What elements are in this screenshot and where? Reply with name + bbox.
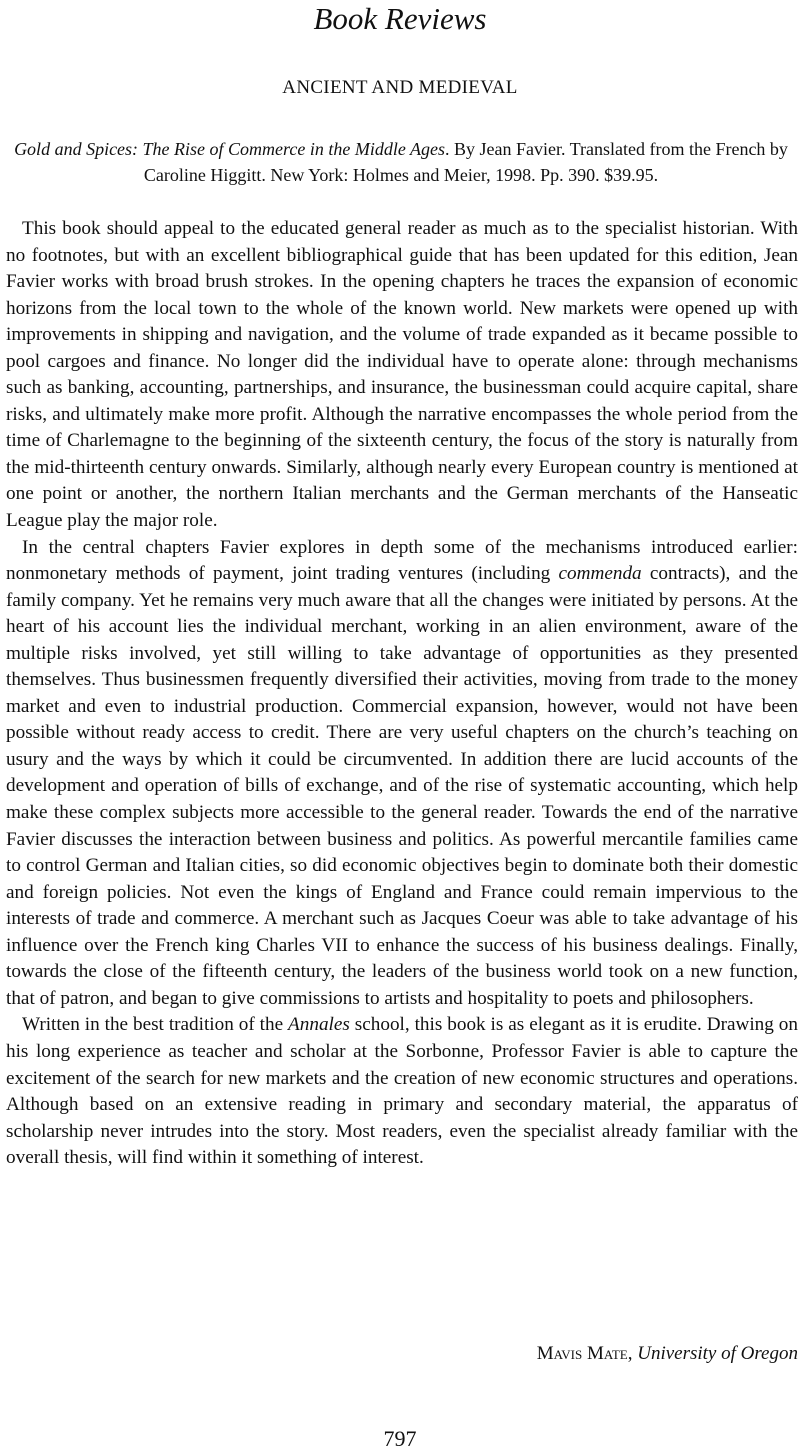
book-citation: [6, 136, 796, 188]
italic-term-annales: Annales: [288, 1014, 350, 1036]
review-body: [6, 216, 798, 1172]
reviewer-name: Mavis Mate: [536, 1343, 628, 1364]
journal-section-title: Book Reviews: [313, 1, 487, 36]
book-title: Gold and Spices: The Rise of Commerce in the Middle Ages: [14, 139, 445, 159]
page-number: 797: [383, 1426, 417, 1451]
section-heading: ANCIENT AND MEDIEVAL: [282, 77, 518, 98]
paragraph-3-start: Written in the best tradition of the: [22, 1014, 289, 1036]
paragraph-3: [6, 1012, 798, 1171]
reviewer-signature: Mavis Mate, University of Oregon: [536, 1343, 798, 1364]
paragraph-2: [6, 535, 798, 1013]
italic-term-commenda: commenda: [558, 563, 642, 585]
reviewer-affiliation: University of Oregon: [637, 1343, 798, 1364]
paragraph-3-rest: school, this book is as elegant as it is erudite. Drawing on his long experience as teacher and scholar at the Sorbonne, Professor Favier is able to capture the excitement of the search for new markets and the creation of new economic structures and operations. Although based on an extensive reading in primary and secondary material, the apparatus of scholarship never intrudes into the story. Most readers, even the specialist already familiar with the overall thesis, will find within it something of interest.: [6, 1014, 798, 1169]
paragraph-2-rest: contracts), and the family company. Yet he remains very much aware that all the changes were initiated by persons. At the heart of his account lies the individual merchant, working in an alien environment, aware of the multiple risks involved, yet still willing to take advantage of opportunities as they presented themselves. Thus businessmen frequently diversified their activities, moving from trade to the money market and even to industrial production. Commercial expansion, however, would not have been possible without ready access to credit. There are very useful chapters on the church’s teaching on usury and the ways by which it could be circumvented. In addition there are lucid accounts of the development and operation of bills of exchange, and of the rise of systematic accounting, which help make these complex subjects more accessible to the general reader. Towards the end of the narrative Favier discusses the interaction between business and politics. As powerful mercantile families came to control German and Italian cities, so did economic objectives begin to dominate both their domestic and foreign policies. Not even the kings of England and France could remain impervious to the interests of trade and commerce. A merchant such as Jacques Coeur was able to take advantage of his influence over the French king Charles VII to enhance the success of his business dealings. Finally, towards the close of the fifteenth century, the leaders of the business world took on a new function, that of patron, and began to give commissions to artists and hospitality to poets and philosophers.: [6, 563, 798, 1009]
paragraph-1: This book should appeal to the educated general reader as much as to the specialist historian. With no footnotes, but with an excellent bibliographical guide that has been updated for this edition, Jean Favier works with broad brush strokes. In the opening chapters he traces the expansion of economic horizons from the local town to the whole of the known world. New markets were opened up with improvements in shipping and navigation, and the volume of trade expanded as it became possible to pool cargoes and finance. No longer did the individual have to operate alone: through mechanisms such as banking, accounting, partnerships, and insurance, the businessman could acquire capital, share risks, and ultimately make more profit. Although the narrative encompasses the whole period from the time of Charlemagne to the beginning of the sixteenth century, the focus of the story is naturally from the mid-thirteenth century onwards. Similarly, although nearly every European country is mentioned at one point or another, the northern Italian merchants and the German merchants of the Hanseatic League play the major role.: [6, 218, 798, 532]
paragraph-2-start: In the central chapters Favier explores in depth some of the mechanisms introduced earlier: nonmonetary methods of payment, joint trading ventures (including: [6, 536, 798, 585]
citation-details: . By Jean Favier. Translated from the French by Caroline Higgitt. New York: Holmes and Meier, 1998. Pp. 390. $39.95.: [143, 139, 788, 185]
